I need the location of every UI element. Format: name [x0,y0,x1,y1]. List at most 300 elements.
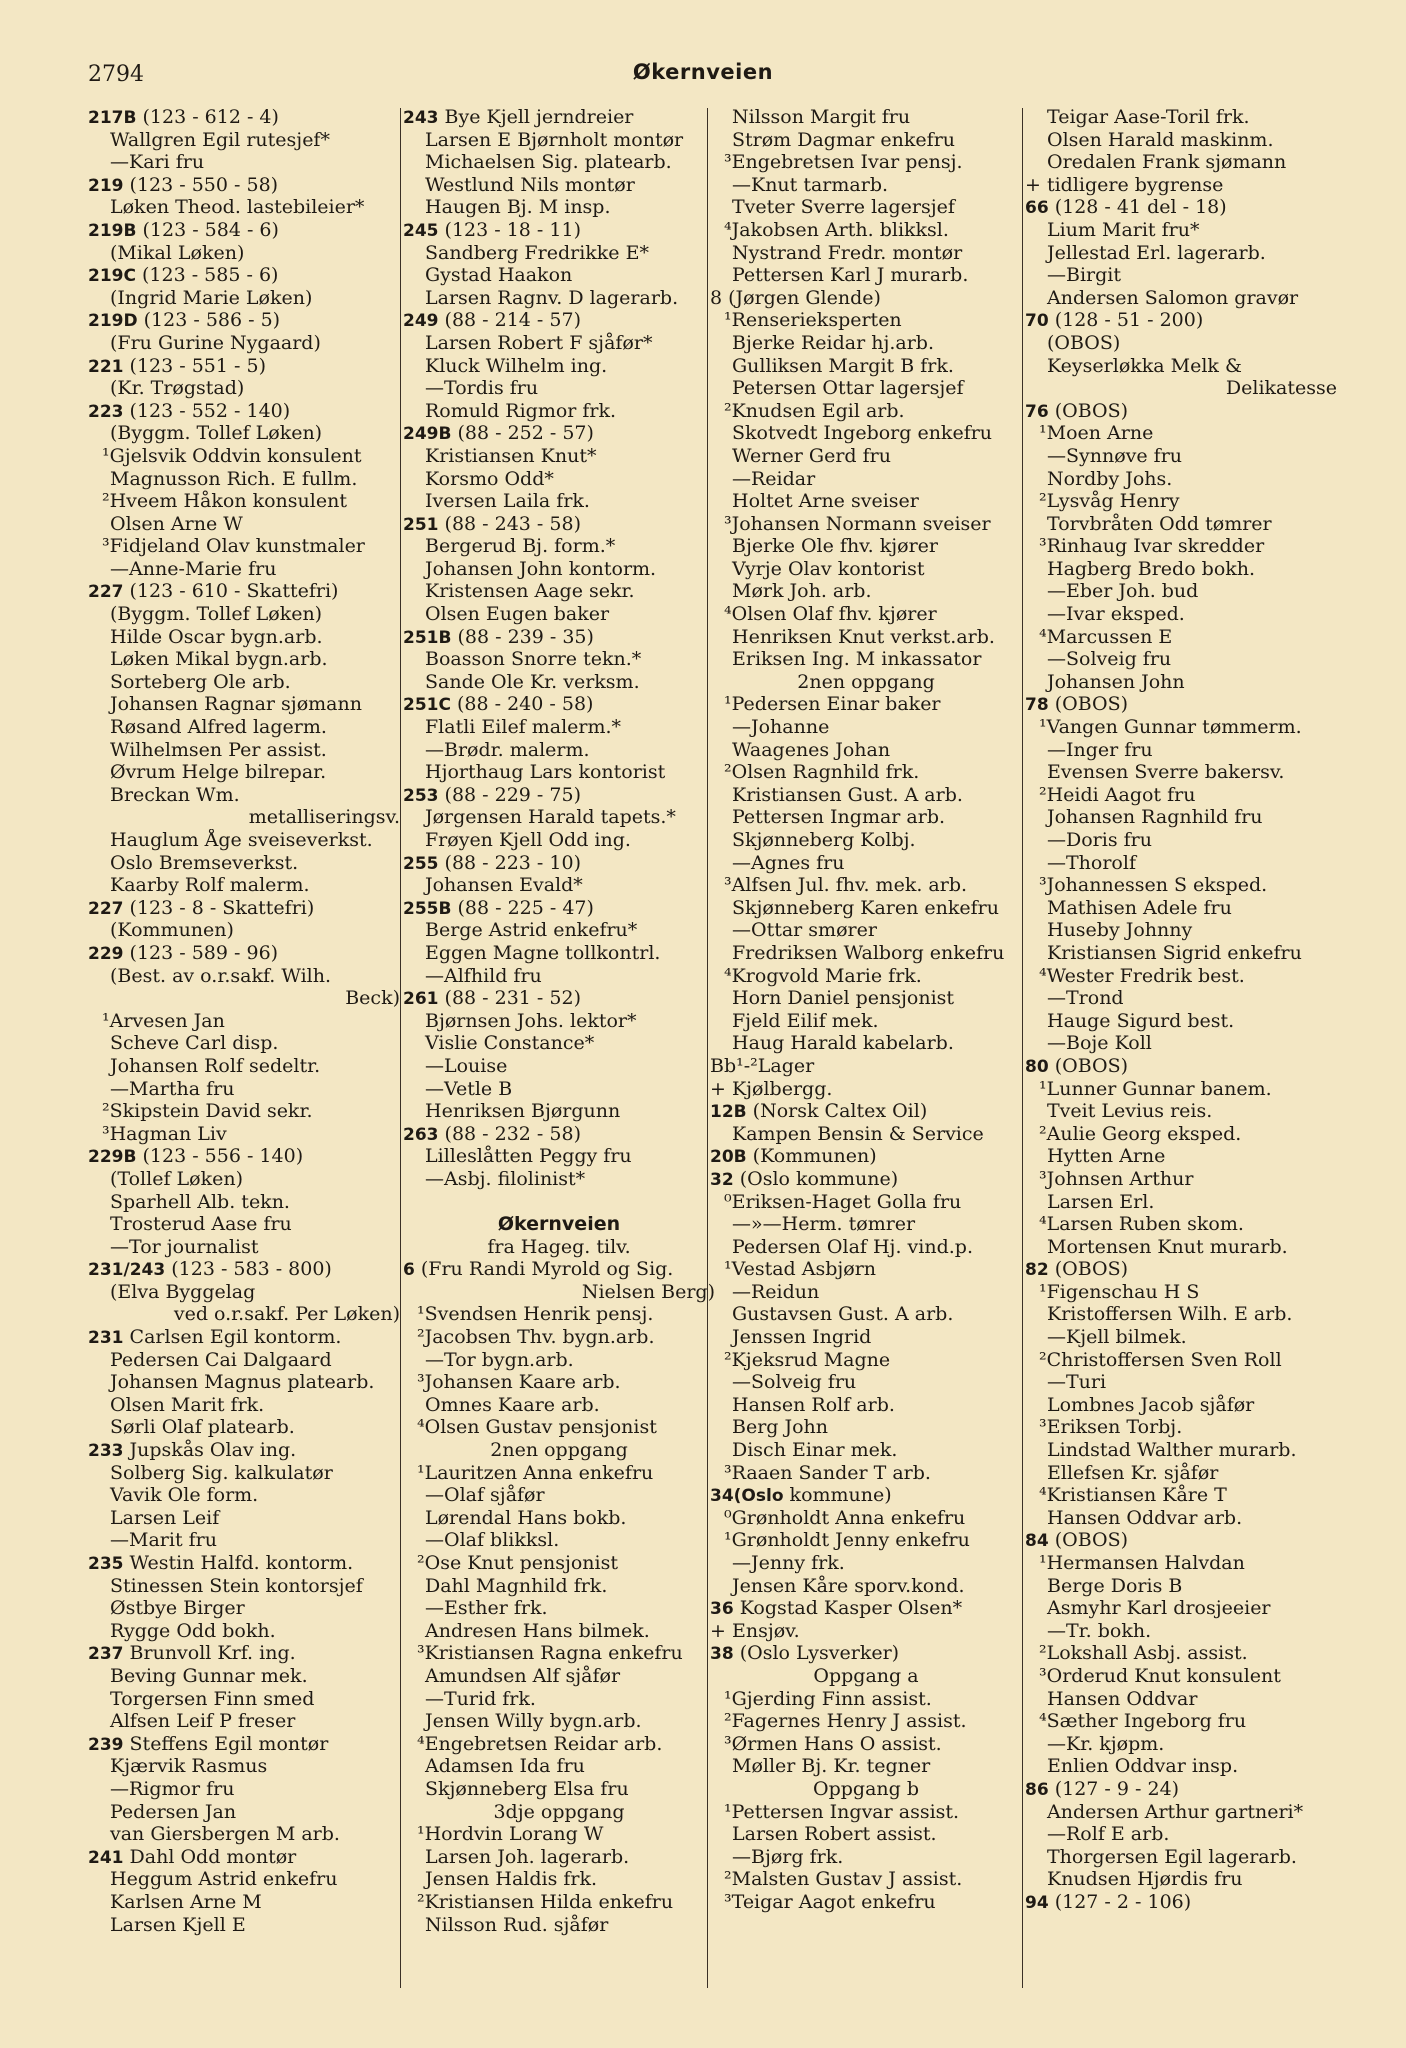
resident-line: Trosterud Aase fru [110,1213,292,1236]
floor-resident-line: ¹Gjelsvik Oddvin konsulent [102,444,362,467]
house-number: 219B [88,220,137,241]
resident-line: Omnes Kaare arb. [425,1393,600,1416]
floor-resident-line: ²Lysvåg Henry [1039,490,1180,513]
resident-line: Frøyen Kjell Odd ing. [425,829,631,851]
resident-line: Johansen John [1047,670,1185,693]
resident-line: Teigar Aase-Toril frk. [1047,106,1250,128]
resident-line: Iversen Laila frk. [425,490,590,513]
address-line: + Ensjøv. [710,1619,800,1642]
resident-line: Olsen Arne W [110,512,243,535]
house-number: 249B [403,424,452,445]
floor-resident-line: ¹Svendsen Henrik pensj. [417,1303,654,1326]
resident-line: Adamsen Ida fru [425,1755,585,1778]
resident-line: Rygge Odd bokh. [110,1619,276,1642]
resident-line: (Ingrid Marie Løken) [110,286,313,309]
resident-line: Knudsen Hjørdis fru [1047,1868,1243,1891]
page-header-title: Økernveien [632,60,774,84]
resident-line: Nystrand Fredr. montør [732,241,963,264]
entrance-heading: Oppgang a [813,1664,919,1687]
floor-resident-line: ⁴Jakobsen Arth. blikksl. [724,218,949,241]
resident-line: (Tollef Løken) [110,1167,243,1190]
floor-resident-line: ¹Vangen Gunnar tømmerm. [1039,716,1302,739]
resident-line: Ellefsen Kr. sjåfør [1047,1461,1219,1484]
resident-line: Larsen Kjell E [110,1913,246,1936]
resident-line: —Marit fru [110,1529,217,1552]
resident-line: Jensen Willy bygn.arb. [425,1710,642,1733]
resident-line: Alfsen Leif P freser [110,1710,296,1733]
resident-line: Pettersen Karl J murarb. [732,264,969,287]
address-entry: 261 (88 - 231 - 52) [403,987,581,1010]
floor-resident-line: ²Hveem Håkon konsulent [102,490,347,513]
address-entry: 36 Kogstad Kasper Olsen* [710,1597,963,1620]
house-number: 219 [88,175,124,196]
address-entry: 245 (123 - 18 - 11) [403,218,581,241]
floor-resident-line: ¹Lunner Gunnar banem. [1039,1077,1272,1100]
resident-line: Tveter Sverre lagersjef [732,196,955,219]
resident-line: —Brødr. malerm. [425,738,590,761]
address-entry: 263 (88 - 232 - 58) [403,1122,581,1145]
resident-line: Johansen Ragnhild fru [1047,806,1263,829]
resident-line: Larsen E Bjørnholt montør [425,128,684,151]
resident-line: (Byggm. Tollef Løken) [110,603,323,626]
resident-line: —Solveig fru [732,1371,857,1394]
house-number: 229B [88,1147,137,1168]
floor-resident-line: ²Kjeksrud Magne [724,1348,891,1371]
resident-line: Karlsen Arne M [110,1890,262,1913]
address-entry: 231 Carlsen Egil kontorm. [88,1326,342,1349]
resident-line: (Elva Byggelag [110,1280,256,1303]
floor-resident-line: ⁴Marcussen E [1039,625,1173,648]
house-number: 239 [88,1734,124,1755]
resident-line: Berge Doris B [1047,1574,1183,1597]
floor-resident-line: ²Knudsen Egil arb. [724,399,905,422]
resident-line: Olsen Marit frk. [110,1393,265,1416]
house-number: 80 [1025,1056,1049,1077]
address-entry: 249B (88 - 252 - 57) [403,422,594,445]
resident-line: Solberg Sig. kalkulatør [110,1461,333,1484]
resident-line: Skjønneberg Kolbj. [732,829,916,851]
house-number: 229 [88,943,124,964]
resident-line: (Kommunen) [110,919,234,942]
resident-line: Jensen Kåre sporv.kond. [732,1574,965,1597]
column-divider [400,108,401,1988]
resident-line: Larsen Robert F sjåfør* [425,331,653,354]
house-number: 233 [88,1441,124,1462]
resident-line: Møller Bj. Kr. tegner [732,1755,931,1778]
house-number: 12B [710,1102,747,1123]
resident-line: Pedersen Cai Dalgaard [110,1348,332,1371]
resident-line: Olsen Harald maskinm. [1047,128,1274,151]
resident-line: —Kr. kjøpm. [1047,1732,1165,1755]
floor-resident-line: ³Johansen Kaare arb. [417,1371,621,1394]
resident-line: (Best. av o.r.sakf. Wilh. [110,964,332,987]
address-entry: 239 Steffens Egil montør [88,1732,329,1755]
resident-line: —Martha fru [110,1077,235,1100]
house-number: 231/243 [88,1260,166,1281]
floor-resident-line: ¹Grønholdt Jenny enkefru [724,1529,970,1552]
resident-line: Wilhelmsen Per assist. [110,738,327,761]
resident-line: Fredriksen Walborg enkefru [732,941,1005,964]
resident-line: —Reidun [732,1280,820,1303]
address-entry: 233 Jupskås Olav ing. [88,1439,297,1462]
address-entry: 38 (Oslo Lysverker) [710,1642,900,1665]
floor-resident-line: ³Johansen Normann sveiser [724,512,991,535]
directory-column-1 [88,106,400,1936]
address-entry: 243 Bye Kjell jerndreier [403,106,634,128]
address-entry: 32 (Oslo kommune) [710,1167,899,1190]
floor-resident-line: ²Aulie Georg eksped. [1039,1122,1242,1145]
resident-line: Bjerke Reidar hj.arb. [732,331,934,354]
house-number: 78 [1025,695,1049,716]
address-line: Bb¹-²Lager [710,1054,815,1077]
floor-resident-line: ³Kristiansen Ragna enkefru [417,1642,683,1665]
resident-line: Petersen Ottar lagersjef [732,377,964,400]
resident-line: Heggum Astrid enkefru [110,1868,338,1891]
floor-resident-line: ²Ose Knut pensjonist [417,1552,618,1574]
house-number: 241 [88,1847,124,1868]
resident-line: Oredalen Frank sjømann [1047,151,1287,174]
resident-line: Nordby Johs. [1047,467,1173,490]
resident-line: —Doris fru [1047,829,1152,851]
house-number: 219D [88,311,138,332]
resident-line: Skotvedt Ingeborg enkefru [732,422,993,445]
resident-line: Larsen Ragnv. D lagerarb. [425,286,679,309]
address-entry: 237 Brunvoll Krf. ing. [88,1642,296,1665]
house-number: 70 [1025,311,1049,332]
resident-line: —Tor journalist [110,1235,259,1258]
resident-line: —Kari fru [110,151,205,174]
floor-resident-line: ³Eriksen Torbj. [1039,1416,1183,1439]
resident-line: Huseby Johnny [1047,919,1193,942]
address-entry: 255 (88 - 223 - 10) [403,851,581,874]
house-number: 20B [710,1147,747,1168]
entrance-heading: fra Hageg. tilv. [487,1235,631,1258]
floor-resident-line: ²Christoffersen Sven Roll [1039,1348,1282,1371]
resident-line: —Boje Koll [1047,1032,1152,1055]
resident-line: Dahl Magnhild frk. [425,1574,608,1597]
resident-line: —Agnes fru [732,851,845,874]
resident-line: —Trond [1047,987,1124,1010]
resident-line: Larsen Joh. lagerarb. [425,1845,630,1868]
address-entry: 251B (88 - 239 - 35) [403,625,594,648]
resident-line: Vyrje Olav kontorist [732,557,925,580]
resident-line: Beving Gunnar mek. [110,1664,308,1687]
house-number: 221 [88,356,124,377]
floor-resident-line: ⁴Sæther Ingeborg fru [1039,1710,1247,1733]
resident-line: —Olaf sjåfør [425,1484,545,1507]
house-number: 6 [403,1260,415,1281]
resident-line: Larsen Erl. [1047,1190,1155,1213]
floor-resident-line: ³Johnsen Arthur [1039,1167,1194,1190]
resident-line: Bjerke Ole fhv. kjører [732,535,938,558]
resident-line: Berg John [732,1416,829,1439]
house-number: 94 [1025,1892,1049,1913]
resident-line: Mørk Joh. arb. [732,580,872,603]
resident-line: Asmyhr Karl drosjeeier [1047,1597,1271,1620]
continuation-line: metalliseringsv. [248,806,400,829]
floor-resident-line: ²Jacobsen Thv. bygn.arb. [417,1326,655,1349]
resident-line: Scheve Carl disp. [110,1032,279,1055]
resident-line: Hytten Arne [1047,1145,1166,1168]
resident-line: Tveit Levius reis. [1047,1100,1213,1123]
resident-line: —Johanne [732,716,830,739]
resident-line: Hagberg Bredo bokh. [1047,557,1256,580]
resident-line: Jellestad Erl. lagerarb. [1047,241,1266,264]
resident-line: Vavik Ole form. [110,1484,259,1507]
resident-line: (Fru Gurine Nygaard) [110,331,321,354]
resident-line: Lindstad Walther murarb. [1047,1439,1297,1462]
resident-line: Oslo Bremseverkst. [110,851,299,874]
resident-line: Stinessen Stein kontorsjef [110,1574,363,1597]
resident-line: —Ivar eksped. [1047,603,1185,626]
house-number: 227 [88,582,124,603]
house-number: 34(Oslo [710,1486,784,1507]
address-entry: 94 (127 - 2 - 106) [1025,1890,1192,1913]
resident-line: Romuld Rigmor frk. [425,399,617,422]
resident-line: Andersen Arthur gartneri* [1047,1800,1304,1823]
resident-line: Haug Harald kabelarb. [732,1032,954,1055]
house-number: 251 [403,514,439,535]
resident-line: —Alfhild fru [425,964,542,987]
directory-column-2 [403,106,715,1936]
resident-line: —Kjell bilmek. [1047,1326,1187,1349]
address-entry: 34(Oslo kommune) [710,1484,892,1507]
floor-resident-line: ³Teigar Aagot enkefru [724,1890,936,1913]
resident-line: —Turid frk. [425,1687,536,1710]
resident-line: Berge Astrid enkefru* [425,919,638,942]
resident-line: Mathisen Adele fru [1047,896,1232,919]
resident-line: Thorgersen Egil lagerarb. [1047,1845,1297,1868]
resident-line: —Tr. bokh. [1047,1619,1152,1642]
resident-line: Øvrum Helge bilrepar. [110,761,327,784]
house-number: 76 [1025,401,1049,422]
street-heading: Økernveien [497,1213,621,1236]
house-number: 32 [710,1169,734,1190]
address-entry: 66 (128 - 41 del - 18) [1025,196,1227,219]
continuation-line: Nielsen Berg) [581,1280,715,1303]
house-number: 255 [403,853,439,874]
address-entry: 235 Westin Halfd. kontorm. [88,1552,354,1574]
resident-line: Hansen Rolf arb. [732,1393,895,1416]
resident-line: Hauglum Åge sveiseverkst. [110,829,373,851]
resident-line: Johansen John kontorm. [425,557,657,580]
continuation-line: Beck) [345,987,400,1010]
address-entry: 12B (Norsk Caltex Oil) [710,1100,928,1123]
resident-line: —Tordis fru [425,377,539,400]
resident-line: —Asbj. filolinist* [425,1167,586,1190]
house-number: 251B [403,627,452,648]
resident-line: Johansen Rolf sedeltr. [110,1054,321,1077]
resident-line: Gustavsen Gust. A arb. [732,1303,954,1326]
resident-line: Haugen Bj. M insp. [425,196,611,219]
floor-resident-line: ¹Hordvin Lorang W [417,1823,604,1846]
floor-resident-line: ³Ørmen Hans O assist. [724,1732,942,1755]
house-number: 66 [1025,198,1049,219]
directory-column-4 [1025,106,1337,1914]
floor-resident-line: ³Johannessen S eksped. [1039,874,1268,897]
address-entry: 227 (123 - 8 - Skattefri) [88,896,315,919]
resident-line: Sorteberg Ole arb. [110,670,291,693]
floor-resident-line: ⁴Wester Fredrik best. [1039,964,1245,987]
address-entry: 219 (123 - 550 - 58) [88,173,279,196]
resident-line: Fjeld Eilif mek. [732,1009,879,1032]
resident-line: Hauge Sigurd best. [1047,1009,1235,1032]
resident-line: —Rigmor fru [110,1777,235,1800]
resident-line: Kaarby Rolf malerm. [110,874,310,897]
resident-line: —Synnøve fru [1047,444,1183,467]
resident-line: —Ottar smører [732,919,877,942]
floor-resident-line: ¹Vestad Asbjørn [724,1258,877,1281]
resident-line: Waagenes Johan [732,738,891,761]
address-entry: 70 (128 - 51 - 200) [1025,309,1204,332]
floor-resident-line: ¹Gjerding Finn assist. [724,1687,932,1710]
house-number: 84 [1025,1531,1049,1552]
resident-line: Kristoffersen Wilh. E arb. [1047,1303,1293,1326]
address-entry: 255B (88 - 225 - 47) [403,896,594,919]
house-number: 36 [710,1599,734,1620]
resident-line: Olsen Eugen baker [425,603,610,626]
resident-line: Larsen Robert assist. [732,1823,937,1846]
floor-resident-line: ²Heidi Aagot fru [1039,783,1196,806]
resident-line: Kristensen Aage sekr. [425,580,635,603]
floor-resident-line: ³Alfsen Jul. fhv. mek. arb. [724,874,968,897]
floor-resident-line: ⁴Olsen Olaf fhv. kjører [724,603,937,626]
floor-resident-line: ⁰Eriksen-Haget Golla fru [724,1190,962,1213]
address-line: 8 (Jørgen Glende) [710,286,881,309]
house-number: 255B [403,898,452,919]
resident-line: Henriksen Knut verkst.arb. [732,625,995,648]
resident-line: Johansen Magnus platearb. [110,1371,375,1394]
resident-line: (Mikal Løken) [110,241,245,264]
resident-line: Disch Einar mek. [732,1439,898,1462]
floor-resident-line: ⁴Kristiansen Kåre T [1039,1484,1227,1507]
resident-line: Løken Mikal bygn.arb. [110,648,328,671]
floor-resident-line: ³Engebretsen Ivar pensj. [724,151,963,174]
resident-line: Pettersen Ingmar arb. [732,806,946,829]
floor-resident-line: ²Olsen Ragnhild frk. [724,761,920,784]
resident-line: Vislie Constance* [425,1032,595,1055]
floor-resident-line: ²Skipstein David sekr. [102,1100,313,1123]
floor-resident-line: ¹Pedersen Einar baker [724,693,941,716]
address-entry: 229B (123 - 556 - 140) [88,1145,304,1168]
address-entry: 251C (88 - 240 - 58) [403,693,594,716]
resident-line: Skjønneberg Elsa fru [425,1777,629,1800]
address-entry: 223 (123 - 552 - 140) [88,399,291,422]
resident-line: Larsen Leif [110,1506,220,1529]
resident-line: Gystad Haakon [425,264,573,287]
address-entry: 253 (88 - 229 - 75) [403,783,581,806]
resident-line: Hilde Oscar bygn.arb. [110,625,323,648]
resident-line: Sande Ole Kr. verksm. [425,670,640,693]
floor-resident-line: ⁴Krogvold Marie frk. [724,964,922,987]
floor-resident-line: ⁰Grønholdt Anna enkefru [724,1506,966,1529]
house-number: 227 [88,898,124,919]
entrance-heading: 2nen oppgang [797,670,935,693]
floor-resident-line: ¹Renserieksperten [724,309,902,332]
resident-line: Magnusson Rich. E fullm. [110,467,358,490]
address-entry: 20B (Kommunen) [710,1145,877,1168]
resident-line: Keyserløkka Melk & [1047,354,1242,377]
resident-line: Flatli Eilef malerm.* [425,716,622,739]
resident-line: Johansen Evald* [425,874,583,897]
house-number: 219C [88,266,136,287]
resident-line: —Bjørg frk. [732,1845,844,1868]
floor-resident-line: ²Lokshall Asbj. assist. [1039,1642,1248,1665]
resident-line: (OBOS) [1047,331,1121,354]
resident-line: Mortensen Knut murarb. [1047,1235,1288,1258]
address-entry: 227 (123 - 610 - Skattefri) [88,580,339,603]
resident-line: Kampen Bensin & Service [732,1122,984,1145]
address-line: + Kjølbergg. [710,1077,833,1100]
resident-line: —Rolf E arb. [1047,1823,1170,1846]
continuation-line: Delikatesse [1225,377,1337,400]
house-number: 263 [403,1124,439,1145]
floor-resident-line: ³Rinhaug Ivar skredder [1039,535,1265,558]
floor-resident-line: ³Fidjeland Olav kunstmaler [102,535,365,558]
resident-line: Kjærvik Rasmus [110,1755,268,1778]
entrance-heading: 2nen oppgang [490,1439,628,1462]
resident-line: van Giersbergen M arb. [110,1823,340,1846]
entrance-heading: 3dje oppgang [493,1800,625,1823]
resident-line: Boasson Snorre tekn.* [425,648,642,671]
resident-line: Andersen Salomon gravør [1047,286,1299,309]
house-number: 249 [403,311,439,332]
resident-line: Kristiansen Sigrid enkefru [1047,941,1302,964]
floor-resident-line: ¹Moen Arne [1039,422,1154,445]
resident-line: Torgersen Finn smed [110,1687,315,1710]
resident-line: Hjorthaug Lars kontorist [425,761,666,784]
floor-resident-line: ³Hagman Liv [102,1122,227,1145]
resident-line: Bergerud Bj. form.* [425,535,616,558]
resident-line: Østbye Birger [110,1597,245,1620]
address-line: + tidligere bygrense [1025,173,1224,196]
resident-line: Jenssen Ingrid [732,1326,872,1349]
resident-line: Breckan Wm. [110,783,240,806]
resident-line: Bjørnsen Johs. lektor* [425,1009,637,1032]
resident-line: Hansen Oddvar arb. [1047,1506,1243,1529]
floor-resident-line: ³Raaen Sander T arb. [724,1461,931,1484]
resident-line: —Anne-Marie fru [110,557,277,580]
address-entry: 219B (123 - 584 - 6) [88,218,279,241]
resident-line: Sandberg Fredrikke E* [425,241,649,264]
resident-line: Sparhell Alb. tekn. [110,1190,290,1213]
resident-line: Horn Daniel pensjonist [732,987,955,1010]
address-entry: 251 (88 - 243 - 58) [403,512,581,535]
house-number: 231 [88,1328,124,1349]
floor-resident-line: ⁴Olsen Gustav pensjonist [417,1416,657,1439]
resident-line: —Thorolf [1047,851,1136,874]
resident-line: Jensen Haldis frk. [425,1868,598,1891]
house-number: 235 [88,1554,124,1574]
address-entry: 241 Dahl Odd montør [88,1845,297,1868]
page-number: 2794 [88,62,144,87]
resident-line: —Birgit [1047,264,1121,287]
address-entry: 86 (127 - 9 - 24) [1025,1777,1180,1800]
address-entry: 76 (OBOS) [1025,399,1129,422]
resident-line: Korsmo Odd* [425,467,554,490]
resident-line: Hansen Oddvar [1047,1687,1198,1710]
resident-line: Werner Gerd fru [732,444,891,467]
resident-line: Wallgren Egil rutesjef* [110,128,330,151]
house-number: 251C [403,695,451,716]
floor-resident-line: ¹Arvesen Jan [102,1009,225,1032]
resident-line: Amundsen Alf sjåfør [425,1664,621,1687]
resident-line: Michaelsen Sig. platearb. [425,151,672,174]
resident-line: Torvbråten Odd tømrer [1047,512,1272,535]
floor-resident-line: ¹Lauritzen Anna enkefru [417,1461,654,1484]
resident-line: Skjønneberg Karen enkefru [732,896,999,919]
resident-line: Henriksen Bjørgunn [425,1100,621,1123]
